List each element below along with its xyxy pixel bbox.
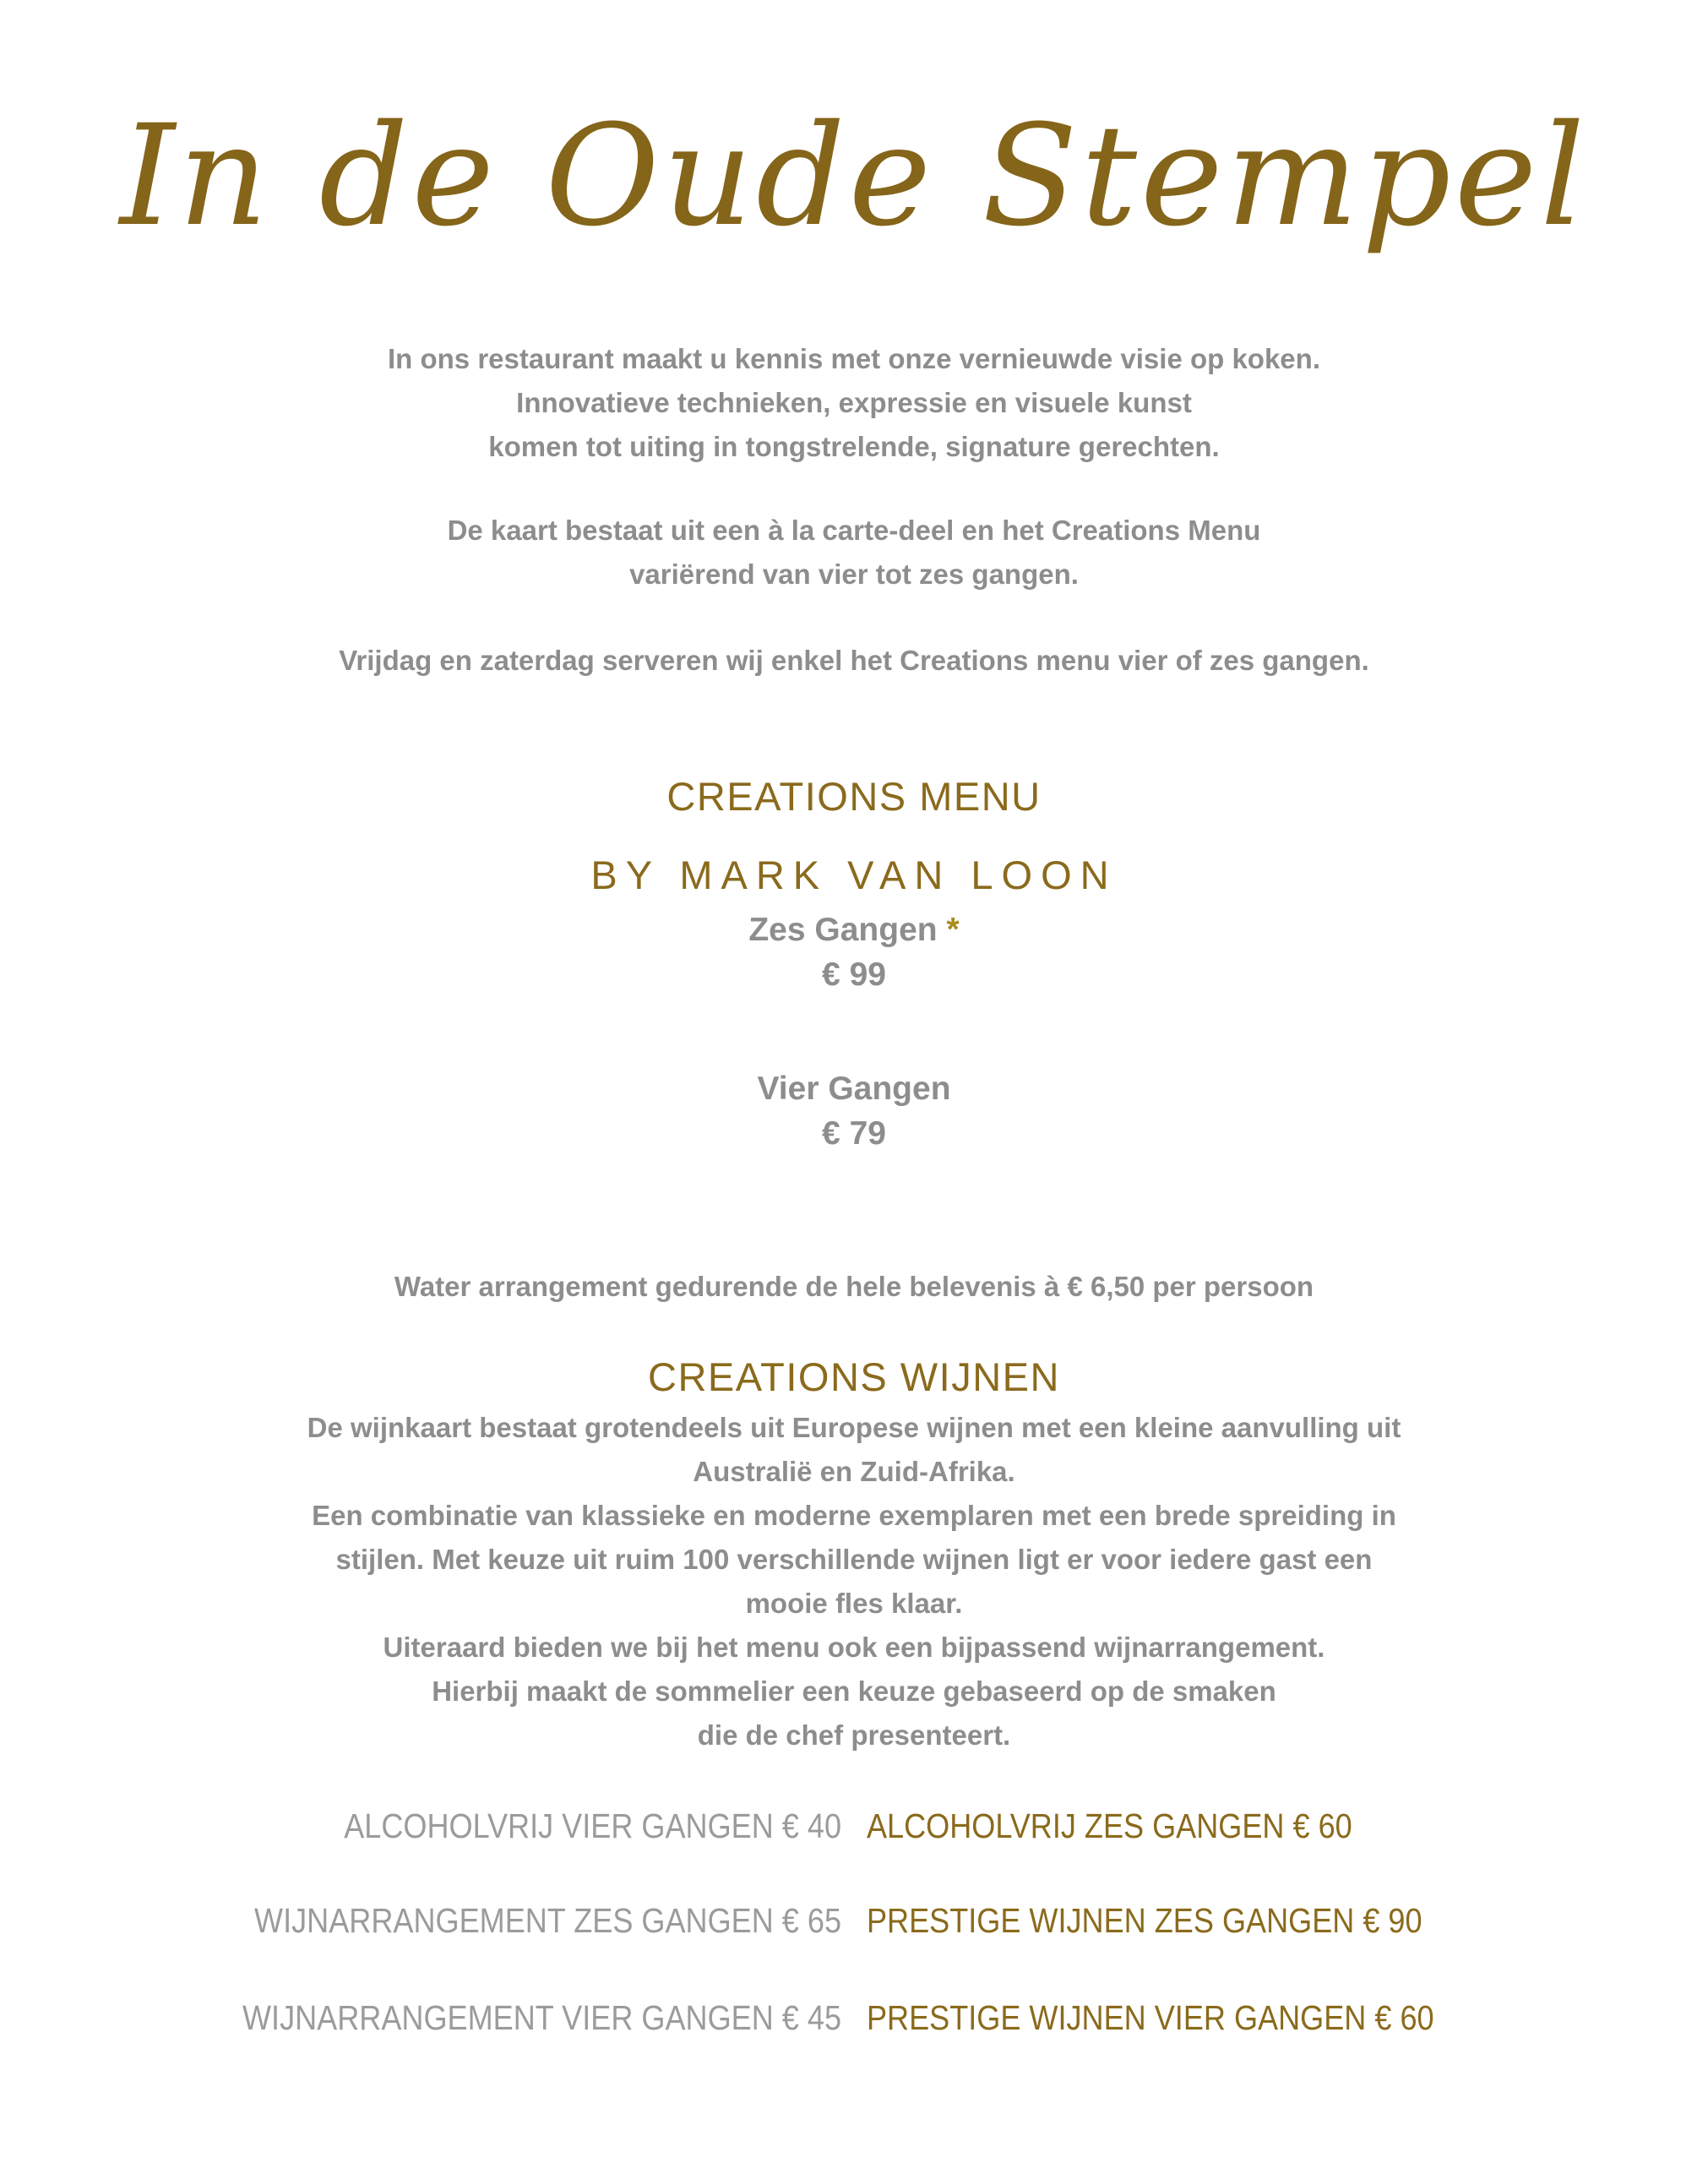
wine-line: stijlen. Met keuze uit ruim 100 verschillende wijnen ligt er voor iedere gast een <box>335 1544 1373 1575</box>
creations-menu-subheading: BY MARK VAN LOON <box>590 853 1118 897</box>
price-item-prestige-vier: PRESTIGE WIJNEN VIER GANGEN € 60 <box>866 1998 1434 2037</box>
intro-line: In ons restaurant maakt u kennis met onze vernieuwde visie op koken. <box>387 343 1320 374</box>
wine-line: Een combinatie van klassieke en moderne exemplaren met een brede spreiding in <box>312 1500 1396 1531</box>
intro-paragraph-2 <box>94 509 1614 597</box>
wine-line: De wijnkaart bestaat grotendeels uit Europese wijnen met een kleine aanvulling uit <box>307 1412 1401 1443</box>
intro-line: Innovatieve technieken, expressie en visuele kunst <box>516 387 1192 418</box>
intro-paragraph-1 <box>94 337 1614 469</box>
menu-option-vier-gangen <box>94 1066 1614 1156</box>
wine-description <box>94 1406 1614 1757</box>
intro-line: Vrijdag en zaterdag serveren wij enkel het Creations menu vier of zes gangen. <box>339 645 1369 676</box>
price-item-alcoholvrij-vier: ALCOHOLVRIJ VIER GANGEN € 40 <box>344 1806 842 1845</box>
menu-option-zes-gangen <box>94 907 1614 997</box>
water-arrangement-note: Water arrangement gedurende de hele belevenis à € 6,50 per persoon <box>394 1271 1314 1302</box>
intro-line: variërend van vier tot zes gangen. <box>629 558 1079 590</box>
option-name <box>94 907 1614 952</box>
wine-price-list <box>94 1803 1614 2040</box>
wine-line: Hierbij maakt de sommelier een keuze gebaseerd op de smaken <box>432 1675 1276 1707</box>
wine-line: die de chef presenteert. <box>697 1719 1011 1751</box>
option-name-text: Vier Gangen <box>757 1071 951 1107</box>
intro-line: De kaart bestaat uit een à la carte-deel en het Creations Menu <box>447 515 1261 546</box>
option-asterisk: * <box>946 912 960 948</box>
price-row-alcoholvrij <box>185 1803 1523 1849</box>
price-row-wijnarrangement-zes <box>185 1898 1523 1943</box>
option-name <box>94 1066 1614 1111</box>
price-item-alcoholvrij-zes: ALCOHOLVRIJ ZES GANGEN € 60 <box>866 1806 1352 1845</box>
option-price: € 99 <box>822 956 886 993</box>
intro-line: komen tot uiting in tongstrelende, signature gerechten. <box>488 431 1220 462</box>
restaurant-title: In de Oude Stempel <box>119 95 1589 257</box>
creations-menu-heading: CREATIONS MENU <box>666 774 1042 819</box>
wine-line: mooie fles klaar. <box>745 1588 963 1619</box>
wine-line: Uiteraard bieden we bij het menu ook een bijpassend wijnarrangement. <box>383 1632 1325 1663</box>
intro-paragraph-3 <box>94 639 1614 683</box>
price-item-wijnarrangement-zes: WIJNARRANGEMENT ZES GANGEN € 65 <box>254 1901 842 1940</box>
creations-wijnen-heading: CREATIONS WIJNEN <box>648 1354 1060 1399</box>
option-name-text: Zes Gangen <box>748 912 938 948</box>
option-price: € 79 <box>822 1115 886 1152</box>
price-item-wijnarrangement-vier: WIJNARRANGEMENT VIER GANGEN € 45 <box>242 1998 842 2037</box>
price-item-prestige-zes: PRESTIGE WIJNEN ZES GANGEN € 90 <box>866 1901 1422 1940</box>
menu-content <box>94 0 1614 2040</box>
price-row-wijnarrangement-vier <box>185 1995 1523 2040</box>
wine-line: Australië en Zuid-Afrika. <box>693 1456 1015 1487</box>
